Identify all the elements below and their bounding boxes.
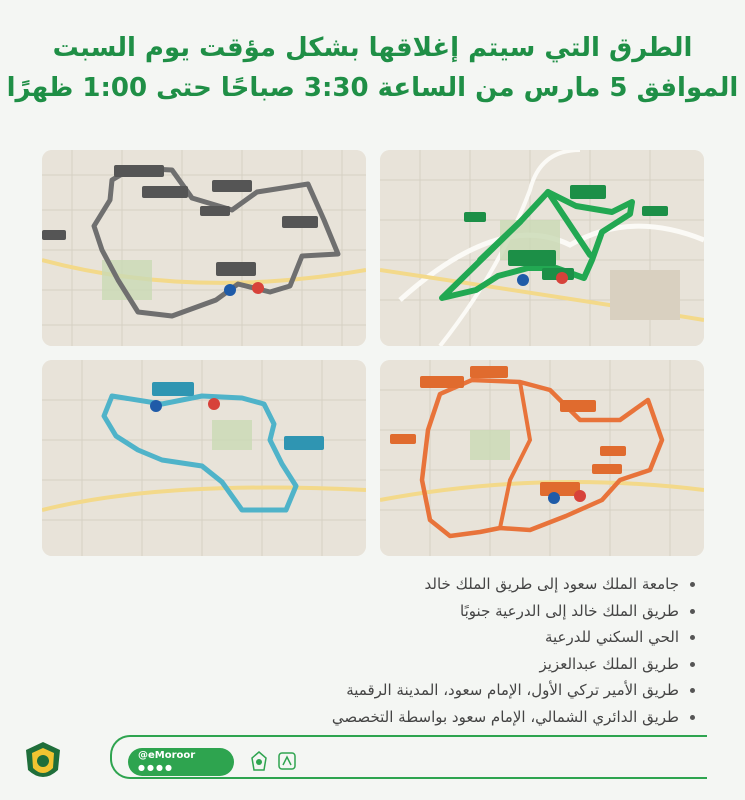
title-line-2: الموافق 5 مارس من الساعة 3:30 صباحًا حتى 1:00 ظهرًا — [6, 73, 739, 103]
title-line-1: الطرق التي سيتم إغلاقها بشكل مؤقت يوم السبت — [52, 33, 693, 63]
map-route-orange[interactable] — [380, 360, 704, 556]
list-item: طريق الملك عبدالعزيز — [77, 651, 697, 678]
social-handle-pill[interactable] — [128, 748, 234, 776]
social-icons — [138, 763, 174, 772]
twitter-icon[interactable]: ● — [138, 763, 147, 772]
list-item: طريق الدائري الشمالي، الإمام سعود بواسطة التخصصي — [77, 704, 697, 731]
map-route-gray[interactable] — [42, 150, 366, 346]
list-item: طريق الأمير تركي الأول، الإمام سعود، المدينة الرقمية — [77, 677, 697, 704]
emblem-icon — [248, 750, 270, 774]
ministry-logo-icon — [276, 750, 298, 774]
youtube-icon[interactable]: ● — [164, 763, 174, 772]
page-title — [0, 28, 745, 108]
map-route-green[interactable] — [380, 150, 704, 346]
list-item: جامعة الملك سعود إلى طريق الملك خالد — [77, 571, 697, 598]
instagram-icon[interactable]: ● — [155, 763, 165, 772]
snapchat-icon[interactable]: ● — [146, 763, 156, 772]
map-route-blue[interactable] — [42, 360, 366, 556]
social-handle[interactable]: @eMoroor — [138, 750, 196, 761]
traffic-police-logo-icon — [22, 740, 64, 786]
list-item: الحي السكني للدرعية — [77, 624, 697, 651]
list-item: طريق الملك خالد إلى الدرعية جنوبًا — [77, 598, 697, 625]
closed-roads-list — [77, 571, 697, 730]
